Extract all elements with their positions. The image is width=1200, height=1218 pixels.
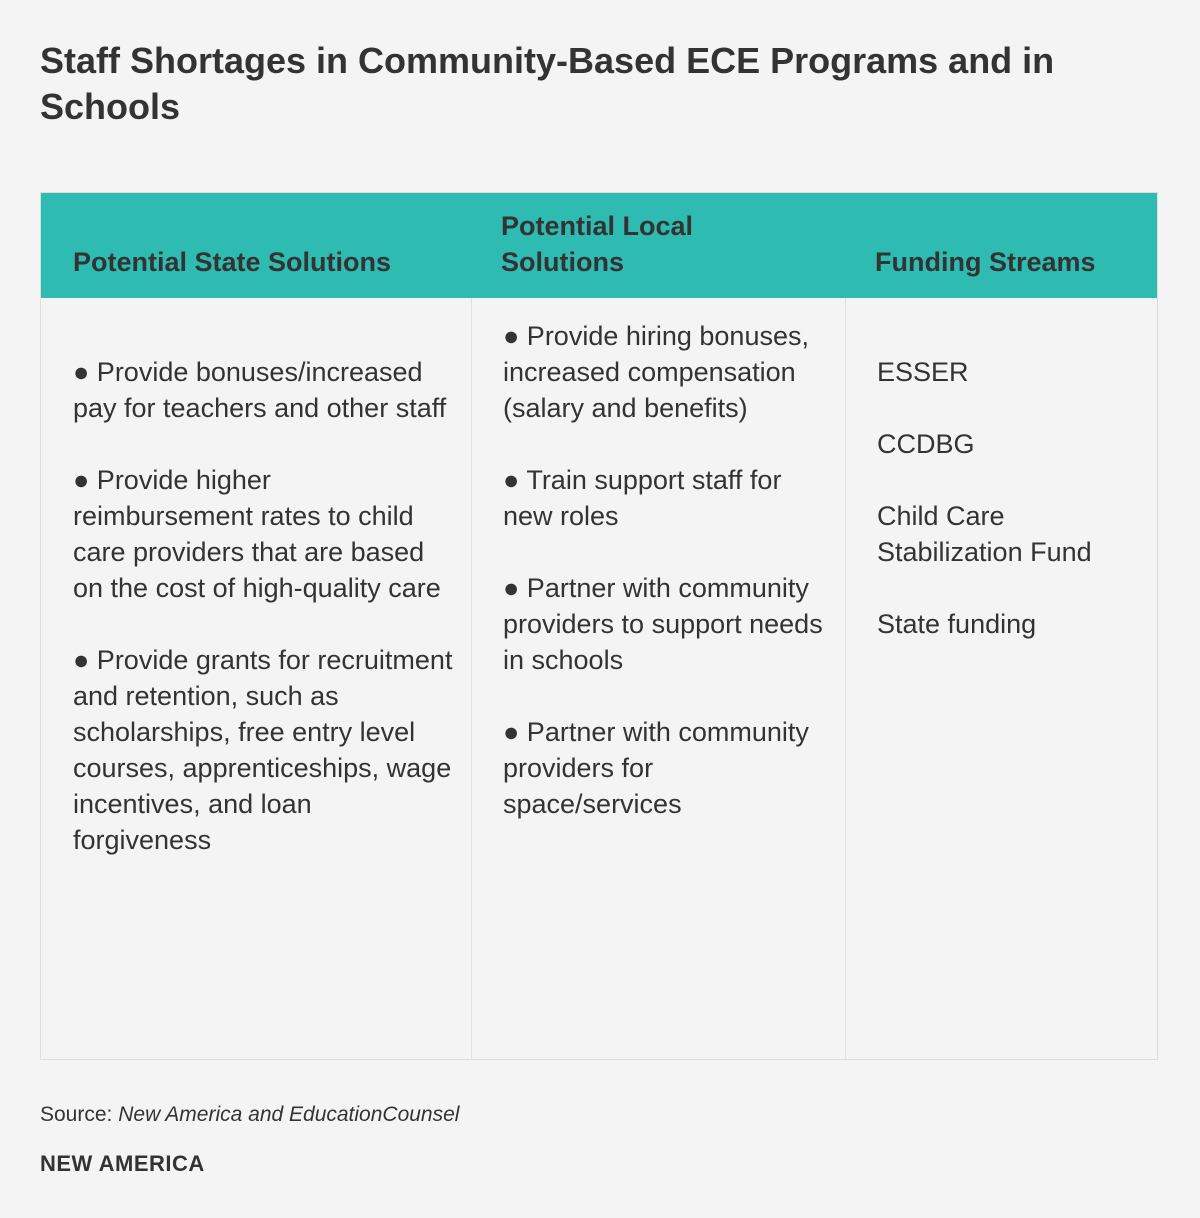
list-item: ESSER — [877, 357, 969, 387]
table-header-row — [41, 193, 1157, 298]
list-item: ● Partner with community providers for space/services — [503, 717, 809, 819]
list-item: ● Train support staff for new roles — [503, 465, 782, 531]
solutions-table — [40, 192, 1158, 1060]
page-title: Staff Shortages in Community-Based ECE Programs and in Schools — [40, 40, 1055, 127]
source-label: Source: — [40, 1103, 113, 1126]
source-note — [40, 1101, 459, 1129]
column-divider — [845, 298, 846, 1059]
list-item: ● Partner with community providers to support needs in schools — [503, 573, 823, 675]
list-item: ● Provide hiring bonuses, increased compensation (salary and benefits) — [503, 321, 809, 423]
funding-streams-cell — [877, 354, 1147, 678]
brand-logo-text: NEW AMERICA — [40, 1151, 205, 1176]
list-item: ● Provide bonuses/increased pay for teachers and other staff — [73, 357, 447, 423]
list-item: State funding — [877, 609, 1037, 639]
header-funding-streams: Funding Streams — [875, 247, 1096, 277]
list-item: ● Provide grants for recruitment and retention, such as scholarships, free entry level courses, apprenticeships, wage incentives, and loan forgiveness — [73, 645, 453, 855]
header-local-solutions: Potential Local Solutions — [501, 211, 694, 277]
list-item: Child Care Stabilization Fund — [877, 501, 1092, 567]
list-item: CCDBG — [877, 429, 975, 459]
header-state-solutions: Potential State Solutions — [73, 247, 392, 277]
state-solutions-cell — [73, 354, 453, 894]
column-divider — [471, 298, 472, 1059]
source-text: New America and EducationCounsel — [118, 1103, 460, 1126]
list-item: ● Provide higher reimbursement rates to child care providers that are based on the cost of high-quality care — [73, 465, 441, 603]
local-solutions-cell — [503, 318, 823, 858]
